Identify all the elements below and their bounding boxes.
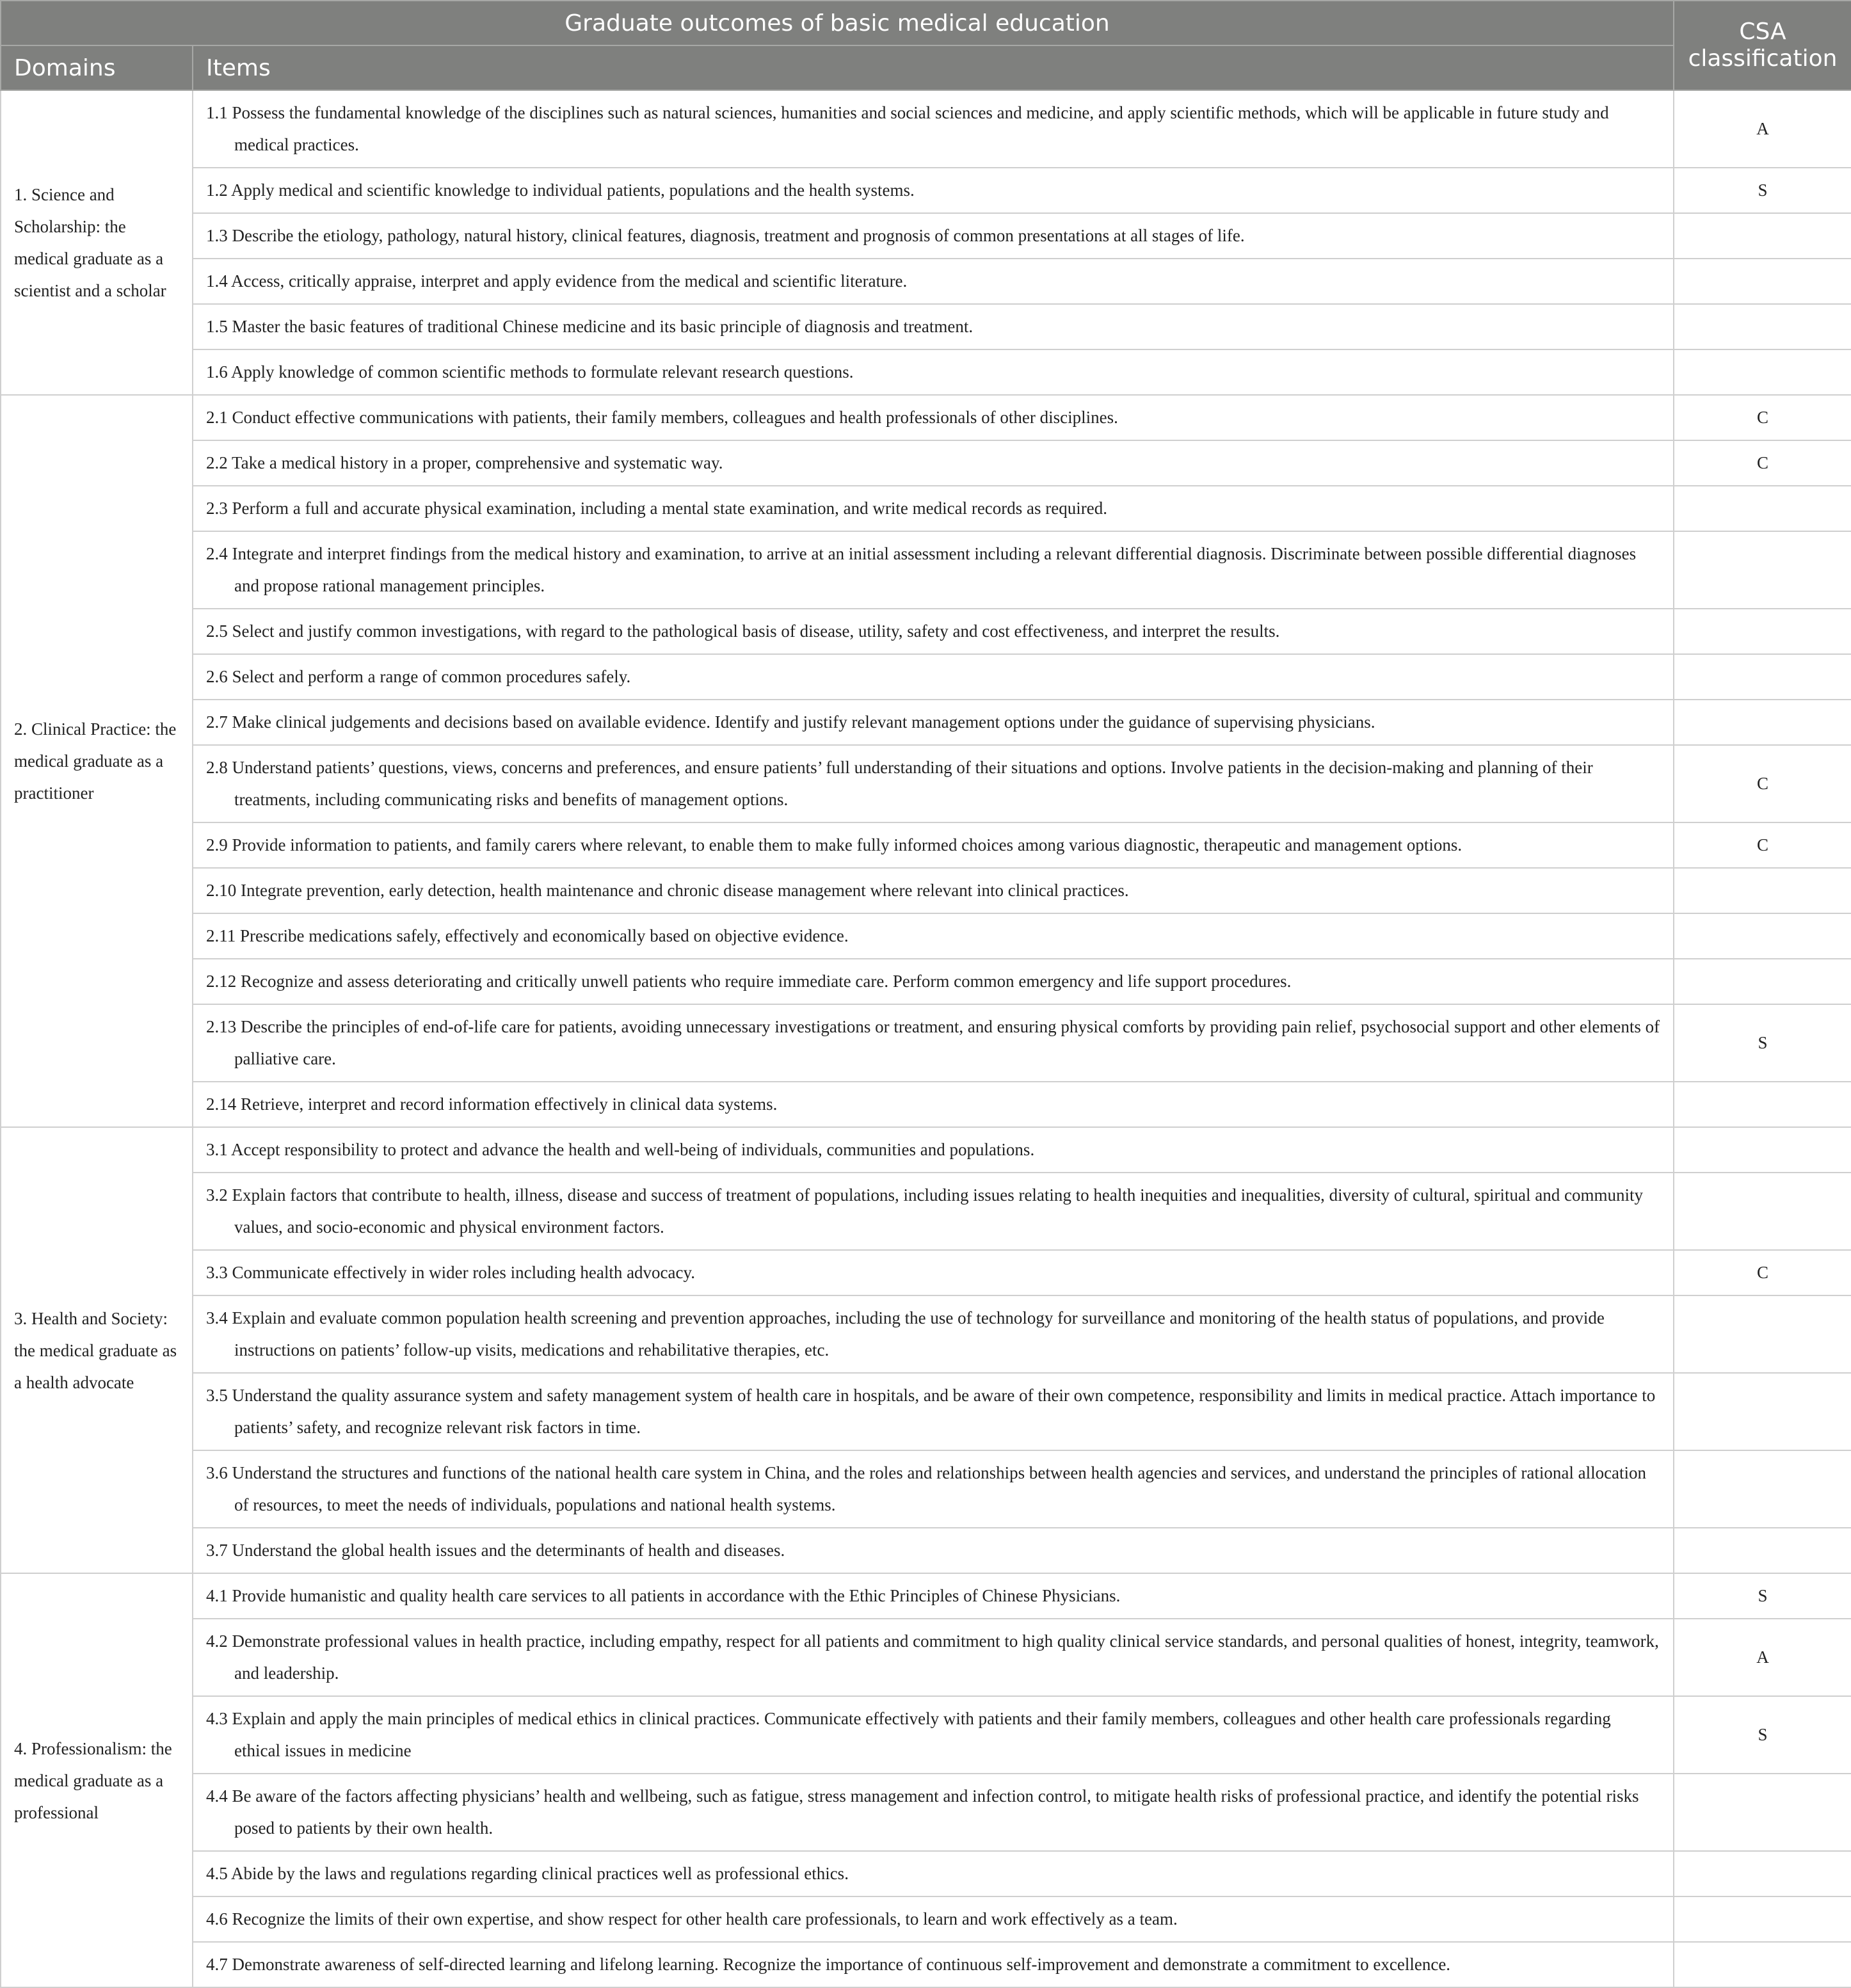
item-cell — [193, 531, 1674, 609]
item-cell — [193, 913, 1674, 959]
item-cell — [193, 700, 1674, 745]
table-row — [1, 654, 1851, 700]
csa-cell — [1674, 1851, 1851, 1896]
table-row — [1, 486, 1851, 531]
csa-cell — [1674, 1896, 1851, 1942]
csa-cell: C — [1674, 440, 1851, 486]
table-row — [1, 959, 1851, 1004]
item-cell — [193, 1250, 1674, 1295]
csa-cell — [1674, 1774, 1851, 1851]
item-cell — [193, 440, 1674, 486]
table-row — [1, 1295, 1851, 1373]
item-text: 2.9 Provide information to patients, and family carers where relevant, to enable them to make fully informed choices among various diagnostic, therapeutic and management options. — [206, 835, 1462, 854]
csa-cell: A — [1674, 90, 1851, 168]
item-text: 2.1 Conduct effective communications with patients, their family members, colleagues and health professionals of other disciplines. — [206, 408, 1118, 427]
csa-cell: C — [1674, 395, 1851, 440]
table-row — [1, 822, 1851, 868]
csa-cell: A — [1674, 1619, 1851, 1696]
table-row — [1, 868, 1851, 913]
csa-cell — [1674, 304, 1851, 349]
domain-cell: 3. Health and Society: the medical graduate as a health advocate — [1, 1127, 193, 1573]
item-text: 3.1 Accept responsibility to protect and advance the health and well-being of individuals, communities and populations. — [206, 1140, 1035, 1159]
item-text: 2.11 Prescribe medications safely, effectively and economically based on objective evidence. — [206, 926, 849, 945]
csa-cell — [1674, 1127, 1851, 1173]
domain-cell: 1. Science and Scholarship: the medical graduate as a scientist and a scholar — [1, 90, 193, 395]
item-cell — [193, 1082, 1674, 1127]
table-row — [1, 1373, 1851, 1450]
csa-cell: S — [1674, 168, 1851, 213]
item-text: 2.10 Integrate prevention, early detection, health maintenance and chronic disease management where relevant into clinical practices. — [206, 881, 1129, 900]
item-cell — [193, 1619, 1674, 1696]
item-cell — [193, 1942, 1674, 1987]
item-text: 2.4 Integrate and interpret findings from the medical history and examination, to arrive at an initial assessment including a relevant differential diagnosis. Discriminate between possible differential diagnoses and propose rational management principles. — [206, 544, 1637, 595]
item-text: 4.1 Provide humanistic and quality health care services to all patients in accordance with the Ethic Principles of Chinese Physicians. — [206, 1586, 1121, 1605]
csa-cell: S — [1674, 1696, 1851, 1774]
item-cell — [193, 1851, 1674, 1896]
item-cell — [193, 213, 1674, 259]
csa-cell: C — [1674, 1250, 1851, 1295]
domains-column-header: Domains — [1, 45, 193, 90]
item-cell — [193, 1774, 1674, 1851]
table-row — [1, 1851, 1851, 1896]
csa-cell: S — [1674, 1004, 1851, 1082]
item-text: 2.2 Take a medical history in a proper, comprehensive and systematic way. — [206, 453, 723, 472]
item-text: 1.3 Describe the etiology, pathology, natural history, clinical features, diagnosis, treatment and prognosis of common presentations at all stages of life. — [206, 226, 1245, 245]
table-row — [1, 213, 1851, 259]
csa-cell — [1674, 531, 1851, 609]
header-row-title — [1, 1, 1851, 45]
table-row — [1, 259, 1851, 304]
item-text: 2.3 Perform a full and accurate physical examination, including a mental state examination, and write medical records as required. — [206, 499, 1107, 518]
table-row — [1, 1942, 1851, 1987]
item-cell — [193, 395, 1674, 440]
item-cell — [193, 654, 1674, 700]
item-cell — [193, 745, 1674, 822]
table-row — [1, 1127, 1851, 1173]
table-row — [1, 1082, 1851, 1127]
table-row — [1, 1896, 1851, 1942]
csa-cell — [1674, 1373, 1851, 1450]
item-text: 4.4 Be aware of the factors affecting physicians’ health and wellbeing, such as fatigue, stress management and infection control, to mitigate health risks of professional practice, and identify the potential risks posed to patients by their own health. — [206, 1786, 1639, 1838]
csa-cell — [1674, 349, 1851, 395]
item-cell — [193, 1373, 1674, 1450]
item-cell — [193, 1173, 1674, 1250]
item-text: 2.13 Describe the principles of end-of-life care for patients, avoiding unnecessary investigations or treatment, and ensuring physical comforts by providing pain relief, psychosocial support and other elements of palliative care. — [206, 1017, 1660, 1068]
item-cell — [193, 90, 1674, 168]
item-cell — [193, 304, 1674, 349]
item-cell — [193, 1696, 1674, 1774]
header-row-columns — [1, 45, 1851, 90]
item-cell — [193, 168, 1674, 213]
item-text: 3.5 Understand the quality assurance system and safety management system of health care in hospitals, and be aware of their own competence, responsibility and limits in medical practice. Attach importance to patients’ safety, and recognize relevant risk factors in time. — [206, 1386, 1656, 1437]
item-text: 4.5 Abide by the laws and regulations regarding clinical practices well as professional ethics. — [206, 1864, 849, 1883]
item-cell — [193, 822, 1674, 868]
table-row — [1, 90, 1851, 168]
csa-cell — [1674, 654, 1851, 700]
item-cell — [193, 1295, 1674, 1373]
item-text: 1.6 Apply knowledge of common scientific methods to formulate relevant research questions. — [206, 362, 854, 381]
item-text: 2.5 Select and justify common investigations, with regard to the pathological basis of disease, utility, safety and cost effectiveness, and interpret the results. — [206, 621, 1280, 641]
csa-cell — [1674, 1450, 1851, 1528]
item-cell — [193, 259, 1674, 304]
table-row — [1, 531, 1851, 609]
csa-cell — [1674, 213, 1851, 259]
item-cell — [193, 1573, 1674, 1619]
domain-cell: 2. Clinical Practice: the medical graduate as a practitioner — [1, 395, 193, 1127]
item-cell — [193, 1528, 1674, 1573]
table-row — [1, 1173, 1851, 1250]
csa-cell — [1674, 868, 1851, 913]
item-cell — [193, 1896, 1674, 1942]
item-cell — [193, 486, 1674, 531]
table-title: Graduate outcomes of basic medical education — [1, 1, 1674, 45]
csa-cell — [1674, 700, 1851, 745]
table-row — [1, 1774, 1851, 1851]
item-text: 4.7 Demonstrate awareness of self-directed learning and lifelong learning. Recognize the importance of continuous self-improvement and demonstrate a commitment to excellence. — [206, 1955, 1451, 1974]
item-cell — [193, 349, 1674, 395]
item-text: 1.2 Apply medical and scientific knowledge to individual patients, populations and the health systems. — [206, 180, 915, 200]
item-text: 2.14 Retrieve, interpret and record information effectively in clinical data systems. — [206, 1094, 778, 1114]
item-text: 3.2 Explain factors that contribute to health, illness, disease and success of treatment of populations, including issues relating to health inequities and inequalities, diversity of cultural, spiritual and community values, and socio-economic and physical environment factors. — [206, 1185, 1643, 1237]
table-row — [1, 1573, 1851, 1619]
table-row — [1, 349, 1851, 395]
table-row — [1, 440, 1851, 486]
table-row — [1, 1250, 1851, 1295]
domain-cell: 4. Professionalism: the medical graduate as a professional — [1, 1573, 193, 1987]
item-text: 2.12 Recognize and assess deteriorating and critically unwell patients who require immediate care. Perform common emergency and life support procedures. — [206, 972, 1292, 991]
table-row — [1, 1004, 1851, 1082]
table-row — [1, 913, 1851, 959]
csa-cell — [1674, 1082, 1851, 1127]
csa-cell — [1674, 486, 1851, 531]
item-text: 2.6 Select and perform a range of common procedures safely. — [206, 667, 631, 686]
item-cell — [193, 959, 1674, 1004]
csa-cell: S — [1674, 1573, 1851, 1619]
table-header — [1, 1, 1851, 90]
csa-cell — [1674, 1295, 1851, 1373]
table-row — [1, 609, 1851, 654]
items-column-header: Items — [193, 45, 1674, 90]
item-text: 4.3 Explain and apply the main principles of medical ethics in clinical practices. Communicate effectively with patients and their family members, colleagues and other health care professionals regarding ethical issues in medicine — [206, 1709, 1611, 1760]
item-text: 3.3 Communicate effectively in wider roles including health advocacy. — [206, 1263, 696, 1282]
item-text: 1.1 Possess the fundamental knowledge of the disciplines such as natural sciences, humanities and social sciences and medicine, and apply scientific methods, which will be applicable in future study and medical practices. — [206, 103, 1609, 154]
item-cell — [193, 868, 1674, 913]
csa-cell: C — [1674, 822, 1851, 868]
item-text: 1.4 Access, critically appraise, interpret and apply evidence from the medical and scientific literature. — [206, 271, 908, 291]
table-row — [1, 304, 1851, 349]
csa-column-header: CSA classification — [1674, 1, 1851, 90]
csa-cell: C — [1674, 745, 1851, 822]
table-row — [1, 1450, 1851, 1528]
table-row — [1, 745, 1851, 822]
item-cell — [193, 1004, 1674, 1082]
item-cell — [193, 1450, 1674, 1528]
table-body — [1, 90, 1851, 1987]
item-text: 4.2 Demonstrate professional values in health practice, including empathy, respect for all patients and commitment to high quality clinical service standards, and personal qualities of honest, integrity, teamwork, and leadership. — [206, 1631, 1659, 1683]
table-row — [1, 700, 1851, 745]
item-text: 2.8 Understand patients’ questions, views, concerns and preferences, and ensure patients’ full understanding of their situations and options. Involve patients in the decision-making and planning of their treatments, including communicating risks and benefits of management options. — [206, 758, 1593, 809]
item-text: 2.7 Make clinical judgements and decisions based on available evidence. Identify and justify relevant management options under the guidance of supervising physicians. — [206, 712, 1375, 732]
csa-cell — [1674, 609, 1851, 654]
table-row — [1, 395, 1851, 440]
csa-cell — [1674, 913, 1851, 959]
item-cell — [193, 1127, 1674, 1173]
csa-cell — [1674, 1942, 1851, 1987]
csa-cell — [1674, 1528, 1851, 1573]
item-text: 3.6 Understand the structures and functions of the national health care system in China, and the roles and relationships between health agencies and services, and understand the principles of rational allocation of resources, to meet the needs of individuals, populations and national health systems. — [206, 1463, 1647, 1514]
table-row — [1, 168, 1851, 213]
item-text: 1.5 Master the basic features of traditional Chinese medicine and its basic principle of diagnosis and treatment. — [206, 317, 974, 336]
table-row — [1, 1696, 1851, 1774]
csa-cell — [1674, 1173, 1851, 1250]
item-text: 3.7 Understand the global health issues and the determinants of health and diseases. — [206, 1541, 785, 1560]
item-text: 3.4 Explain and evaluate common population health screening and prevention approaches, including the use of technology for surveillance and monitoring of the health status of populations, and provide instructions on patients’ follow-up visits, medications and rehabilitative therapies, etc. — [206, 1308, 1605, 1359]
item-cell — [193, 609, 1674, 654]
table-row — [1, 1528, 1851, 1573]
csa-cell — [1674, 259, 1851, 304]
table-row — [1, 1619, 1851, 1696]
item-text: 4.6 Recognize the limits of their own expertise, and show respect for other health care professionals, to learn and work effectively as a team. — [206, 1909, 1178, 1928]
csa-cell — [1674, 959, 1851, 1004]
